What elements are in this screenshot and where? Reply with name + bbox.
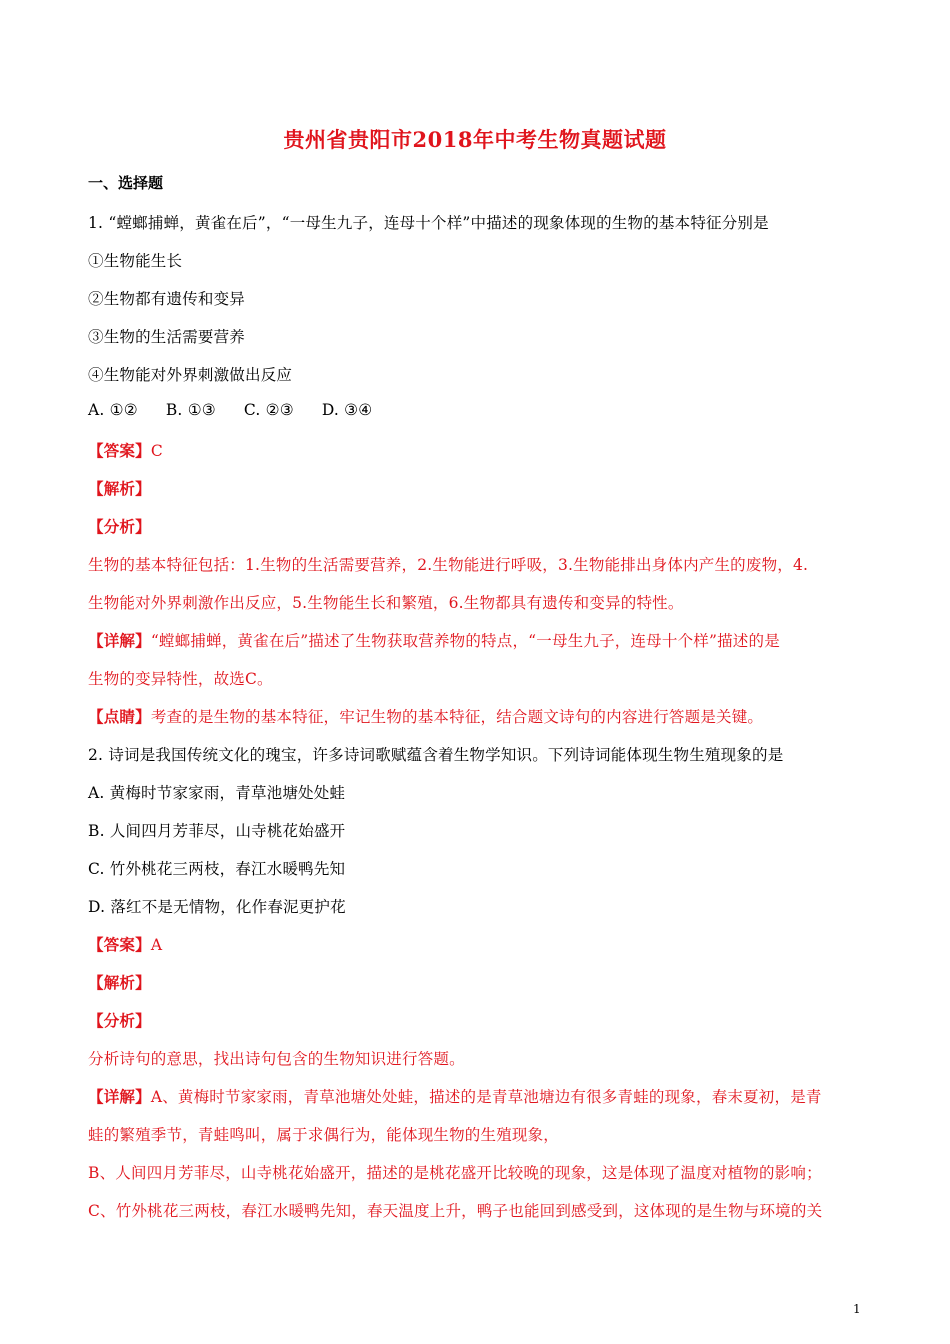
question-2-option-c: C. 竹外桃花三两枝，春江水暖鸭先知 <box>88 860 346 878</box>
point-tag: 【点睛】 <box>88 707 151 726</box>
question-1-options <box>88 401 864 419</box>
question-1-detail-line-1 <box>88 629 864 651</box>
question-2-detail-line-2: 蛙的繁殖季节，青蛙鸣叫，属于求偶行为，能体现生物的生殖现象， <box>88 1126 560 1144</box>
question-1-point <box>88 705 864 727</box>
question-1-item-1: ①生物能生长 <box>88 252 183 270</box>
detail-tag: 【详解】 <box>88 631 151 650</box>
answer-value: A <box>150 936 163 954</box>
question-2-fenxi-tag: 【分析】 <box>88 1011 151 1030</box>
question-2-option-b: B. 人间四月芳菲尽，山寺桃花始盛开 <box>88 822 346 840</box>
answer-tag: 【答案】 <box>88 935 151 954</box>
question-1-fenxi-tag: 【分析】 <box>88 517 151 536</box>
question-1-item-4: ④生物能对外界刺激做出反应 <box>88 366 293 384</box>
question-2-detail-line-1 <box>88 1085 864 1107</box>
question-1-analysis-tag: 【解析】 <box>88 479 151 498</box>
question-1-answer <box>88 439 864 461</box>
detail-text: “螳螂捕蝉，黄雀在后”描述了生物获取营养物的特点，“一母生九子，连母十个样”描述的是 <box>150 632 780 650</box>
question-1-stem: 1. “螳螂捕蝉，黄雀在后”，“一母生九子，连母十个样”中描述的现象体现的生物的基本特征分别是 <box>88 214 769 232</box>
question-2-fenxi-text: 分析诗句的意思，找出诗句包含的生物知识进行答题。 <box>88 1050 465 1068</box>
question-2-answer <box>88 933 864 955</box>
option-a: A. ①② <box>88 401 138 419</box>
option-b: B. ①③ <box>165 401 216 419</box>
page-title: 贵州省贵阳市2018年中考生物真题试题 <box>283 127 667 152</box>
answer-tag: 【答案】 <box>88 441 151 460</box>
question-2-option-a: A. 黄梅时节家家雨，青草池塘处处蛙 <box>88 784 346 802</box>
detail-tag: 【详解】 <box>88 1087 151 1106</box>
question-1-item-3: ③生物的生活需要营养 <box>88 328 246 346</box>
section-heading: 一、选择题 <box>88 174 164 192</box>
question-1-detail-line-2: 生物的变异特性，故选C。 <box>88 670 273 688</box>
page-number: 1 <box>853 1302 861 1316</box>
detail-text: A、黄梅时节家家雨，青草池塘处处蛙，描述的是青草池塘边有很多青蛙的现象，春末夏初，是青 <box>150 1088 822 1106</box>
question-1-fenxi-line-2: 生物能对外界刺激作出反应，5.生物能生长和繁殖，6.生物都具有遗传和变异的特性。 <box>88 594 684 612</box>
option-c: C. ②③ <box>243 401 294 419</box>
point-text: 考查的是生物的基本特征，牢记生物的基本特征，结合题文诗句的内容进行答题是关键。 <box>150 708 764 726</box>
question-2-stem: 2. 诗词是我国传统文化的瑰宝，许多诗词歌赋蕴含着生物学知识。下列诗词能体现生物生殖现象的是 <box>88 746 784 764</box>
option-d: D. ③④ <box>321 401 373 419</box>
question-2-detail-line-3: B、人间四月芳菲尽，山寺桃花始盛开，描述的是桃花盛开比较晚的现象，这是体现了温度对植物的影响； <box>88 1164 822 1182</box>
question-1-item-2: ②生物都有遗传和变异 <box>88 290 246 308</box>
question-1-fenxi-line-1: 生物的基本特征包括：1.生物的生活需要营养，2.生物能进行呼吸，3.生物能排出身体内产生的废物，4. <box>88 556 809 574</box>
question-2-detail-line-4: C、竹外桃花三两枝，春江水暖鸭先知，春天温度上升，鸭子也能回到感受到，这体现的是生物与环境的关 <box>88 1202 823 1220</box>
question-2-analysis-tag: 【解析】 <box>88 973 151 992</box>
answer-value: C <box>150 442 163 460</box>
question-2-option-d: D. 落红不是无情物，化作春泥更护花 <box>88 898 346 916</box>
